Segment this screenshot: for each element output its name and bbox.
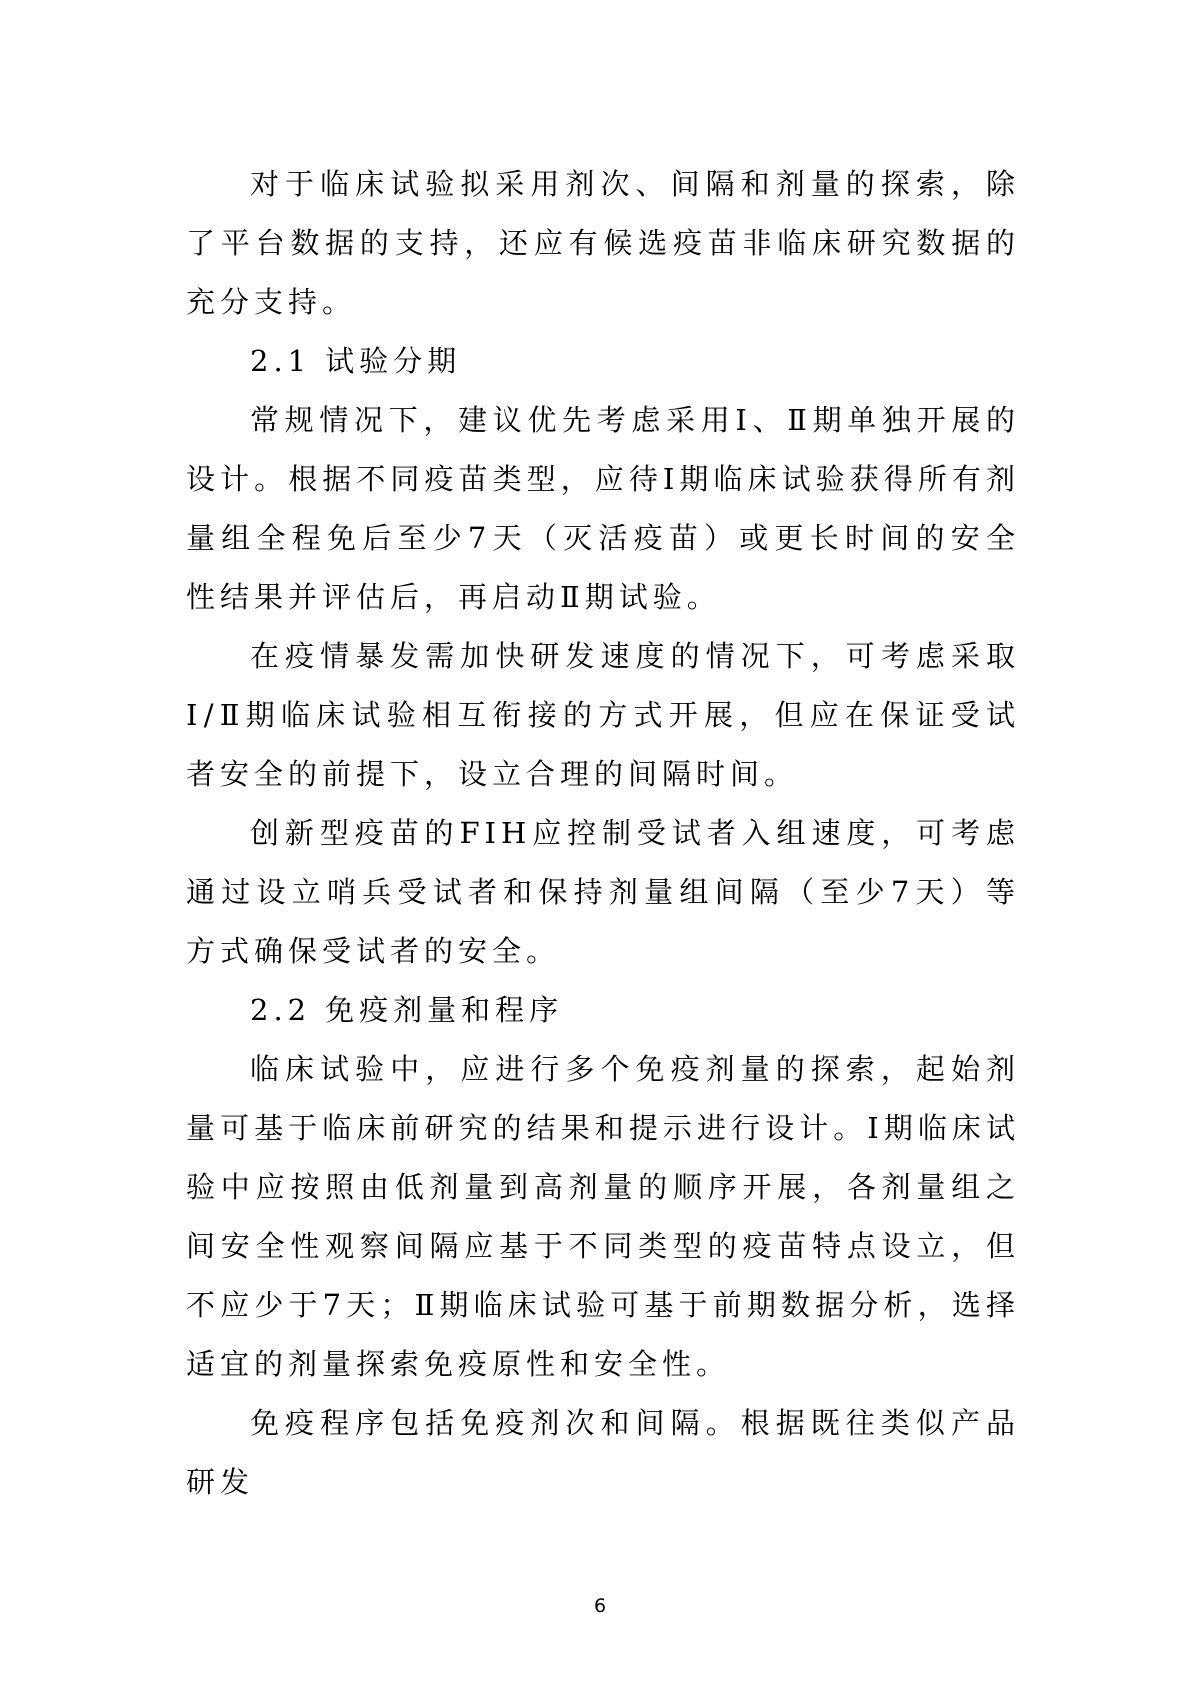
section-number: 2.2: [250, 993, 312, 1027]
paragraph-dose-levels: 临床试验中，应进行多个免疫剂量的探索，起始剂量可基于临床前研究的结果和提示进行设计。Ⅰ期临床试验中应按照由低剂量到高剂量的顺序开展，各剂量组之间安全性观察间隔应基于不同类型的疫苗特点设立，但不应少于7天；Ⅱ期临床试验可基于前期数据分析，选择适宜的剂量探索免疫原性和安全性。: [186, 1052, 1020, 1381]
section-number: 2.1: [250, 344, 312, 378]
paragraph-dose-exploration: 对于临床试验拟采用剂次、间隔和剂量的探索，除了平台数据的支持，还应有候选疫苗非临床研究数据的充分支持。: [186, 167, 1020, 319]
paragraph-outbreak-acceleration: 在疫情暴发需加快研发速度的情况下，可考虑采取Ⅰ/Ⅱ期临床试验相互衔接的方式开展，但应在保证受试者安全的前提下，设立合理的间隔时间。: [186, 639, 1020, 791]
section-title: 免疫剂量和程序: [325, 993, 564, 1027]
page-number: 6: [593, 1595, 607, 1617]
paragraph-immunization-schedule: 免疫程序包括免疫剂次和间隔。根据既往类似产品研发: [186, 1406, 1020, 1499]
section-heading-2-1: [186, 332, 1020, 391]
paragraph-fih-safety: 创新型疫苗的FIH应控制受试者入组速度，可考虑通过设立哨兵受试者和保持剂量组间隔（至少7天）等方式确保受试者的安全。: [186, 816, 1020, 968]
section-heading-2-2: [186, 981, 1020, 1040]
document-body: [186, 155, 1020, 1512]
section-title: 试验分期: [325, 344, 462, 378]
paragraph-phase-design: 常规情况下，建议优先考虑采用Ⅰ、Ⅱ期单独开展的设计。根据不同疫苗类型，应待Ⅰ期临床试验获得所有剂量组全程免后至少7天（灭活疫苗）或更长时间的安全性结果并评估后，再启动Ⅱ期试验。: [186, 403, 1020, 614]
